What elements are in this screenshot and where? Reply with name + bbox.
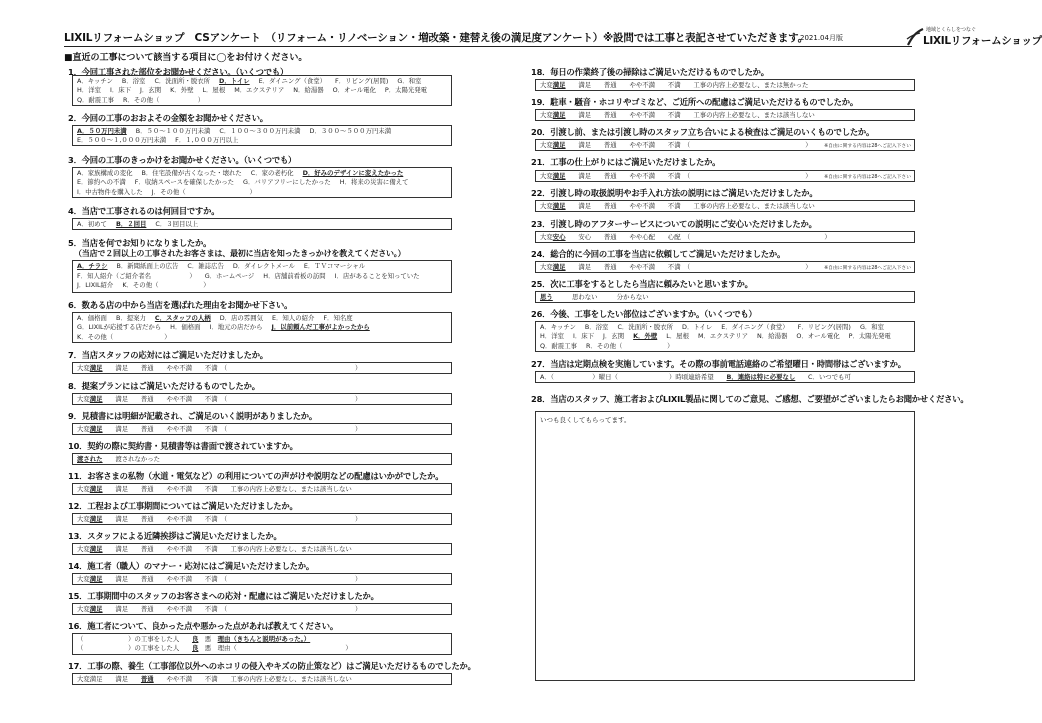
selected-answer: B．連絡は特に必要なし <box>726 373 796 381</box>
answer-option[interactable]: B．浴室 <box>584 323 609 331</box>
answer-box <box>535 139 915 151</box>
question-title: 4．当店で工事されるのは何回目ですか。 <box>68 206 220 216</box>
answer-option[interactable]: J．玄関 <box>603 332 625 341</box>
selected-answer: 満足 <box>89 485 103 493</box>
answer-option[interactable]: B．浴室 <box>121 77 146 85</box>
answer-option[interactable]: C．スタッフの人柄 <box>154 314 211 322</box>
answer-option[interactable]: K．その他（ ） <box>77 332 171 341</box>
question-title: 11．お客さまの私物（水道・電気など）の利用についての声がけや説明などの配慮はいかがでしたか。 <box>68 471 444 481</box>
question-title: 15．工事期間中のスタッフのお客さまへの応対・配慮にはご満足いただけましたか。 <box>68 591 379 601</box>
answer-row[interactable]: 大変満足 満足 普通 やや不満 不満 工事の内容上必要なし、または該当しない <box>77 485 352 493</box>
question-title: 2．今回の工事のおおよその金額をお聞かせください。 <box>68 113 268 123</box>
answer-option[interactable]: E．ダイニング（食堂） <box>721 323 789 331</box>
question-title: 8．提案プランにはご満足いただけるものでしたか。 <box>68 381 260 391</box>
answer-box <box>72 218 452 230</box>
answer-option[interactable]: B．新聞紙面上の広告 <box>116 262 179 270</box>
question-title: 26．今後、工事をしたい部位はございますか。（いくつでも） <box>531 309 757 319</box>
answer-option[interactable]: R．その他（ ） <box>585 341 674 350</box>
answer-option[interactable]: J．以前頼んだ工事がよかったから <box>271 323 370 332</box>
question-title: 10．契約の際に契約書・見積書等は書面で渡されていますか。 <box>68 441 298 451</box>
answer-box <box>535 321 915 352</box>
selected-answer: 普通 <box>140 675 154 683</box>
answer-option[interactable]: G．LIXILが応援する店だから <box>77 323 162 332</box>
question-title: 19．駐車・騒音・ホコリやゴミなど、ご近所への配慮はご満足いただけるものでしたか。 <box>531 97 858 107</box>
answer-option[interactable]: K．その他（ ） <box>122 281 210 290</box>
answer-box <box>72 543 452 555</box>
selected-answer: 満足 <box>552 141 566 149</box>
answer-option[interactable]: C．洗面所・脱衣所 <box>617 323 674 331</box>
answer-box <box>535 371 915 383</box>
answer-option[interactable]: H．価格面 <box>170 323 201 332</box>
answer-row[interactable]: 大変満足 満足 普通 やや不満 不満 （ ） <box>77 395 362 403</box>
answer-option[interactable]: E．節約への不満 <box>77 178 126 187</box>
answer-box <box>72 573 452 585</box>
header <box>64 27 1042 47</box>
question-title: 23．引渡し時のアフターサービスについての説明にご安心いただけましたか。 <box>531 219 817 229</box>
logo-tagline: 地域とくらしをつなぐ <box>926 27 977 33</box>
answer-option[interactable]: J．その他（ ） <box>151 187 256 196</box>
question-title: 20．引渡し前、または引渡し時のスタッフ立ち合いによる検査はご満足のいくものでしたか。 <box>531 127 875 137</box>
question-title: 16．施工者について、良かった点や悪かった点があれば教えてください。 <box>68 621 338 631</box>
answer-option[interactable]: E．ダイニング（食堂） <box>258 77 327 85</box>
answer-option[interactable]: H．店舗前看板の訪問 <box>263 271 326 280</box>
answer-option[interactable]: P．太陽光発電 <box>384 86 428 95</box>
selected-answer: 安心 <box>552 233 566 241</box>
answer-option[interactable]: O．オール電化 <box>796 332 840 341</box>
answer-option[interactable]: F．知人紹介（ご紹介者名 ） <box>77 271 196 280</box>
question-title: 9．見積書には明細が記載され、ご満足のいく説明がありましたか。 <box>68 411 317 421</box>
answer-option[interactable]: F．知名度 <box>323 314 353 322</box>
answer-box <box>72 633 452 655</box>
answer-row[interactable]: A．（ ）曜日（ ）時頃連絡希望 B．連絡は特に必要なし C．いつでも可 <box>540 373 851 381</box>
answer-option[interactable]: E．ＴＶコマーシャル <box>303 262 366 270</box>
answer-box <box>535 291 915 303</box>
answer-option[interactable]: C．１００～３００万円未満 <box>219 127 301 135</box>
selected-answer: 理由（きちんと説明があった。） <box>217 635 311 643</box>
answer-option[interactable]: D．好みのデザインに変えたかった <box>302 169 404 177</box>
answer-option[interactable]: A．家族構成の変化 <box>77 169 133 177</box>
selected-answer: 満足 <box>89 605 103 613</box>
answer-box <box>72 393 452 405</box>
answer-row[interactable]: （ ）の工事をした人 良 悪 理由（ ） <box>77 644 352 653</box>
answer-option[interactable]: H．洋室 <box>540 332 564 341</box>
version-date: 2021.04月版 <box>800 34 843 42</box>
selected-answer: 満足 <box>552 81 566 89</box>
answer-row[interactable]: 大変満足 満足 普通 やや不満 不満 （ ） <box>540 263 812 271</box>
answer-option[interactable]: J．玄関 <box>140 86 162 95</box>
answer-option[interactable]: D．３００～５００万円未満 <box>309 127 392 135</box>
answer-option[interactable]: B．提案力 <box>115 314 146 322</box>
answer-option[interactable]: J．LIXIL紹介 <box>77 281 114 290</box>
answer-row[interactable]: 大変満足 満足 普通 やや不満 不満 （ ） <box>77 515 362 523</box>
answer-option[interactable]: G．和室 <box>859 323 885 331</box>
answer-note: ※自由に関する内容は28へご記入下さい <box>824 266 911 271</box>
answer-option[interactable]: D．トイレ <box>219 77 250 85</box>
answer-box <box>72 362 452 374</box>
answer-box <box>72 312 452 343</box>
answer-option[interactable]: D．店の雰囲気 <box>219 314 263 322</box>
answer-option[interactable]: A．５０万円未満 <box>77 127 127 135</box>
selected-answer: 満足 <box>552 172 566 180</box>
answer-option[interactable]: L．屋根 <box>666 332 689 341</box>
question-title: 21．工事の仕上がりにはご満足いただけましたか。 <box>531 157 721 167</box>
answer-option[interactable]: A．初めて <box>77 220 107 228</box>
answer-note: ※自由に関する内容は28へご記入下さい <box>824 144 911 149</box>
selected-answer: 満足 <box>552 263 566 271</box>
answer-option[interactable]: A．キッチン <box>540 323 576 331</box>
answer-note: ※自由に関する内容は28へご記入下さい <box>824 175 911 180</box>
answer-option[interactable]: F．リビング(居間) <box>335 77 389 85</box>
answer-row[interactable]: 思う 思わない 分からない <box>540 293 649 301</box>
instruction: ■直近の工事について該当する項目に◯をお付けください。 <box>64 53 308 63</box>
question-title: 25．次に工事をするとしたら当店に頼みたいと思いますか。 <box>531 279 753 289</box>
logo-text: LIXILリフォームショップ <box>923 35 1042 47</box>
selected-answer: 満足 <box>89 515 103 523</box>
page-title: LIXILリフォームショップ CSアンケート （リフォーム・リノベーション・増改築・建替え後の満足度アンケート）※設問では工事と表記させていただきます。 <box>64 32 808 44</box>
selected-answer: 満足 <box>89 545 103 553</box>
answer-row[interactable]: 大変満足 満足 普通 やや不満 不満 （ ） <box>77 425 362 433</box>
answer-option[interactable]: Q．耐震工事 <box>77 95 114 104</box>
answer-option[interactable]: A．チラシ <box>77 262 108 270</box>
answer-box <box>72 453 452 465</box>
question-title: 13．スタッフによる近隣挨拶はご満足いただけましたか。 <box>68 531 282 541</box>
answer-row[interactable]: 大変安心 安心 普通 やや心配 心配 （ ） <box>540 233 831 241</box>
answer-option[interactable]: L．屋根 <box>202 86 226 95</box>
selected-answer: 渡された <box>77 455 103 463</box>
selected-answer: 満足 <box>552 202 566 210</box>
answer-option[interactable]: B．２回目 <box>115 220 147 228</box>
answer-option[interactable]: N．給湯器 <box>293 86 324 95</box>
answer-option[interactable]: B．５０～１００万円未満 <box>135 127 211 135</box>
selected-answer: 良 <box>192 635 199 643</box>
answer-option[interactable]: C．３回目以上 <box>155 220 199 228</box>
answer-row[interactable]: 大変満足 満足 普通 やや不満 不満 （ ） <box>77 364 362 372</box>
answer-row[interactable]: 大変満足 満足 普通 やや不満 不満 工事の内容上必要なし、または無かった <box>540 81 809 89</box>
question-title: 22．引渡し時の取扱説明やお手入れ方法の説明にはご満足いただけましたか。 <box>531 188 818 198</box>
logo-swoosh-icon <box>906 27 924 47</box>
question-title: 6．数ある店の中から当店を選ばれた理由をお聞かせ下さい。 <box>68 300 293 310</box>
answer-row[interactable]: 渡された 渡されなかった <box>77 455 161 463</box>
answer-option[interactable]: I．店があることを知っていた <box>334 271 420 280</box>
answer-option[interactable]: C．雑誌広告 <box>187 262 224 270</box>
answer-option[interactable]: M．エクステリア <box>234 86 285 95</box>
header-divider <box>64 46 912 47</box>
answer-option[interactable]: F．リビング(居間) <box>797 323 851 331</box>
answer-option[interactable]: K．外壁 <box>170 86 194 95</box>
answer-option[interactable]: O．オール電化 <box>332 86 376 95</box>
question-subtitle: （当店で２回以上の工事されたお客さまは、最初に当店を知ったきっかけを教えてください。） <box>74 249 406 258</box>
question-title: 7．当店スタッフの応対にはご満足いただけましたか。 <box>68 350 268 360</box>
answer-box <box>72 603 452 615</box>
answer-box <box>72 423 452 435</box>
answer-option[interactable]: P．太陽光発電 <box>848 332 891 341</box>
answer-row[interactable]: 大変満足 満足 普通 やや不満 不満 工事の内容上必要なし、または該当しない <box>77 675 352 683</box>
answer-option[interactable]: E．知人の紹介 <box>271 314 315 322</box>
answer-box <box>72 513 452 525</box>
answer-option[interactable]: G．和室 <box>397 77 422 85</box>
selected-answer: 満足 <box>89 395 103 403</box>
answer-option[interactable]: I．地元の店だから <box>209 323 263 332</box>
comment-box[interactable]: いつも良くしてもらってます。 <box>535 411 915 681</box>
selected-answer: 思う <box>540 293 553 301</box>
answer-option[interactable]: B．住宅設備が古くなった・壊れた <box>141 169 242 177</box>
answer-option[interactable]: R．その他（ ） <box>122 95 205 104</box>
answer-box <box>535 261 915 273</box>
answer-option[interactable]: K．外壁 <box>633 332 658 341</box>
answer-box <box>535 170 915 182</box>
selected-answer: 良 <box>192 644 199 653</box>
answer-option[interactable]: G．ホームページ <box>204 271 255 280</box>
answer-box <box>535 109 915 121</box>
answer-box <box>535 79 915 91</box>
question-title: 18．毎日の作業終了後の掃除はご満足いただけるものでしたか。 <box>531 67 769 77</box>
answer-option[interactable]: D．トイレ <box>682 323 713 331</box>
answer-option[interactable]: A．キッチン <box>77 77 113 85</box>
answer-option[interactable]: G．バリアフリーにしたかった <box>243 178 331 187</box>
question-title: 1．今回工事された部位をお聞かせください。（いくつでも） <box>68 67 289 77</box>
question-title: 17．工事の際、養生（工事部位以外へのホコリの侵入やキズの防止策など）はご満足いただけるものでしたか。 <box>68 661 476 671</box>
answer-option[interactable]: C．家の老朽化 <box>250 169 294 177</box>
answer-row[interactable]: 大変満足 満足 普通 やや不満 不満 （ ） <box>540 141 812 149</box>
answer-row[interactable]: 大変満足 満足 普通 やや不満 不満 工事の内容上必要なし、または該当しない <box>540 111 815 119</box>
answer-box <box>72 260 452 293</box>
answer-box <box>72 673 452 685</box>
answer-option[interactable]: C．洗面所・脱衣所 <box>154 77 211 85</box>
answer-option[interactable]: M．エクステリア <box>697 332 749 341</box>
selected-answer: 満足 <box>89 425 103 433</box>
answer-row[interactable]: （ ）の工事をした人 良 悪 理由（きちんと説明があった。） <box>77 635 311 643</box>
answer-box <box>72 125 452 146</box>
answer-option[interactable]: Q．耐震工事 <box>540 341 577 350</box>
answer-option[interactable]: F．収納スペースを確保したかった <box>134 178 234 187</box>
question-title: 3．今回の工事のきっかけをお聞かせください。（いくつでも） <box>68 155 297 165</box>
question-title: 5．当店を何でお知りになりましたか。 <box>68 238 212 248</box>
answer-row[interactable]: 大変満足 満足 普通 やや不満 不満 （ ） <box>540 172 812 180</box>
selected-answer: 満足 <box>552 111 566 119</box>
answer-box <box>72 483 452 495</box>
answer-row[interactable]: 大変満足 満足 普通 やや不満 不満 （ ） <box>77 605 362 613</box>
question-title: 28．当店のスタッフ、施工者およびLIXIL製品に関してのご意見、ご感想、ご要望がございましたらお聞かせください。 <box>531 394 969 404</box>
answer-option[interactable]: I．床下 <box>572 332 595 341</box>
question-title: 12．工程および工事期間についてはご満足いただけましたか。 <box>68 501 298 511</box>
answer-option[interactable]: A．価格面 <box>77 314 107 322</box>
answer-option[interactable]: H．洋室 <box>77 86 101 95</box>
answer-box <box>72 75 452 106</box>
answer-row[interactable]: 大変満足 満足 普通 やや不満 不満 工事の内容上必要なし、または該当しない <box>77 545 352 553</box>
question-title: 27．当店は定期点検を実施しています。その際の事前電話連絡のご希望曜日・時間帯はございますか。 <box>531 359 906 369</box>
selected-answer: 満足 <box>89 575 103 583</box>
answer-box <box>535 200 915 212</box>
lixil-logo <box>906 27 1042 47</box>
answer-row[interactable]: 大変満足 満足 普通 やや不満 不満 工事の内容上必要なし、または該当しない <box>540 202 815 210</box>
question-title: 24．総合的に今回の工事を当店に依頼してご満足いただけましたか。 <box>531 249 786 259</box>
answer-option[interactable]: N．給湯器 <box>757 332 788 341</box>
answer-box <box>72 167 452 198</box>
answer-option[interactable]: I．床下 <box>109 86 132 95</box>
answer-option[interactable]: E．５００～１,０００万円未満 <box>77 136 167 145</box>
answer-option[interactable]: H．将来の災害に備えて <box>339 178 409 187</box>
answer-option[interactable]: D．ダイレクトメール <box>232 262 295 270</box>
answer-option[interactable]: I．中古物件を購入した <box>77 187 143 196</box>
answer-box <box>535 231 915 243</box>
selected-answer: 満足 <box>89 364 103 372</box>
question-title: 14．施工者（職人）のマナー・応対にはご満足いただけましたか。 <box>68 561 314 571</box>
answer-row[interactable]: 大変満足 満足 普通 やや不満 不満 （ ） <box>77 575 362 583</box>
answer-option[interactable]: F．１,０００万円以上 <box>175 136 239 145</box>
